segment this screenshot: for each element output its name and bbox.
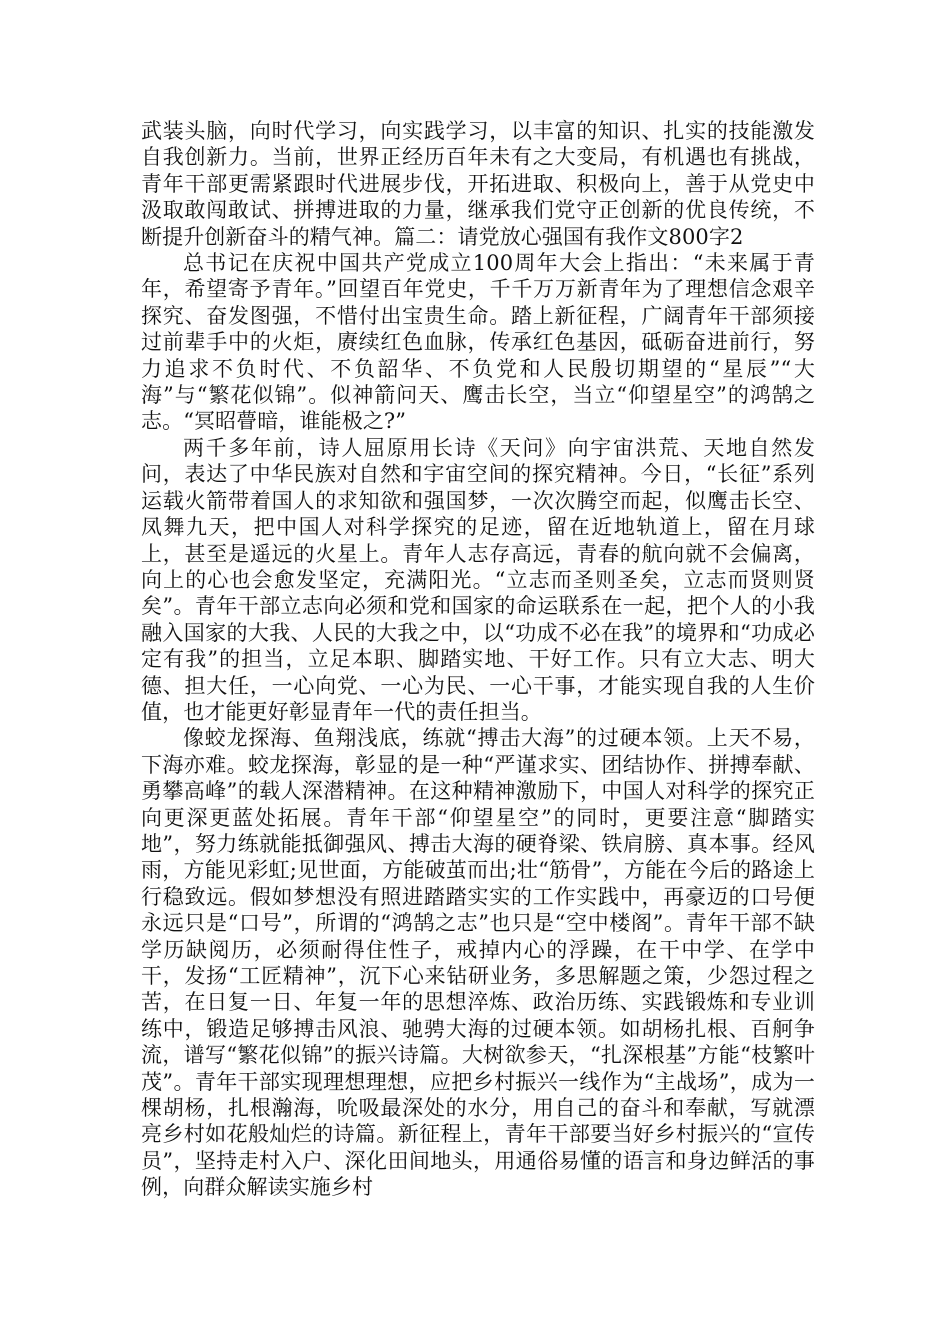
paragraph-1: 武装头脑，向时代学习，向实践学习，以丰富的知识、扎实的技能激发自我创新力。当前，世界正经历百年未有之大变局，有机遇也有挑战，青年干部更需紧跟时代进展步伐，开拓进取、积极向上，善于从党史中汲取敢闯敢试、拼搏进取的力量，继承我们党守正创新的优良传统，不断提升创新奋斗的精气神。篇二：请党放心强国有我作文800字2 — [141, 119, 815, 249]
document-body — [141, 118, 815, 1201]
paragraph-4: 像蛟龙探海、鱼翔浅底，练就“搏击大海”的过硬本领。上天不易，下海亦难。蛟龙探海，彰显的是一种“严谨求实、团结协作、拼搏奉献、勇攀高峰”的载人深潜精神。在这种精神激励下，中国人对科学的探究正向更深更蓝处拓展。青年干部“仰望星空”的同时，更要注意“脚踏实地”，努力练就能抵御强风、搏击大海的硬脊梁、铁肩膀、真本事。经风雨，方能见彩虹;见世面，方能破茧而出;壮“筋骨”，方能在今后的路途上行稳致远。假如梦想没有照进踏踏实实的工作实践中，再豪迈的口号便永远只是“口号”，所谓的“鸿鹄之志”也只是“空中楼阁”。青年干部不缺学历缺阅历，必须耐得住性子，戒掉内心的浮躁，在干中学、在学中干，发扬“工匠精神”，沉下心来钻研业务，多思解题之策，少怨过程之苦，在日复一日、年复一年的思想淬炼、政治历练、实践锻炼和专业训练中，锻造足够搏击风浪、驰骋大海的过硬本领。如胡杨扎根、百舸争流，谱写“繁花似锦”的振兴诗篇。大树欲参天，“扎深根基”方能“枝繁叶茂”。青年干部实现理想理想，应把乡村振兴一线作为“主战场”，成为一棵胡杨，扎根瀚海，吮吸最深处的水分，用自己的奋斗和奉献，写就漂亮乡村如花般灿烂的诗篇。新征程上，青年干部要当好乡村振兴的“宣传员”，坚持走村入户、深化田间地头，用通俗易懂的语言和身边鲜活的事例，向群众解读实施乡村 — [141, 726, 815, 1200]
paragraph-3: 两千多年前，诗人屈原用长诗《天问》向宇宙洪荒、天地自然发问，表达了中华民族对自然和宇宙空间的探究精神。今日，“长征”系列运载火箭带着国人的求知欲和强国梦，一次次腾空而起，似鹰击长空、凤舞九天，把中国人对科学探究的足迹，留在近地轨道上，留在月球上，甚至是遥远的火星上。青年人志存高远，青春的航向就不会偏离，向上的心也会愈发坚定，充满阳光。“立志而圣则圣矣，立志而贤则贤矣”。青年干部立志向必须和党和国家的命运联系在一起，把个人的小我融入国家的大我、人民的大我之中，以“功成不必在我”的境界和“功成必定有我”的担当，立足本职、脚踏实地、干好工作。只有立大志、明大德、担大任，一心向党、一心为民、一心干事，才能实现自我的人生价值，也才能更好彰显青年一代的责任担当。 — [141, 435, 815, 724]
paragraph-2: 总书记在庆祝中国共产党成立100周年大会上指出：“未来属于青年，希望寄予青年。”回望百年党史，千千万万新青年为了理想信念艰辛探究、奋发图强，不惜付出宝贵生命。踏上新征程，广阔青年干部须接过前辈手中的火炬，赓续红色血脉，传承红色基因，砥砺奋进前行，努力追求不负时代、不负韶华、不负党和人民殷切期望的“星辰”“大海”与“繁花似锦”。似神箭问天、鹰击长空，当立“仰望星空”的鸿鹄之志。“冥昭瞢暗，谁能极之?” — [141, 251, 815, 434]
